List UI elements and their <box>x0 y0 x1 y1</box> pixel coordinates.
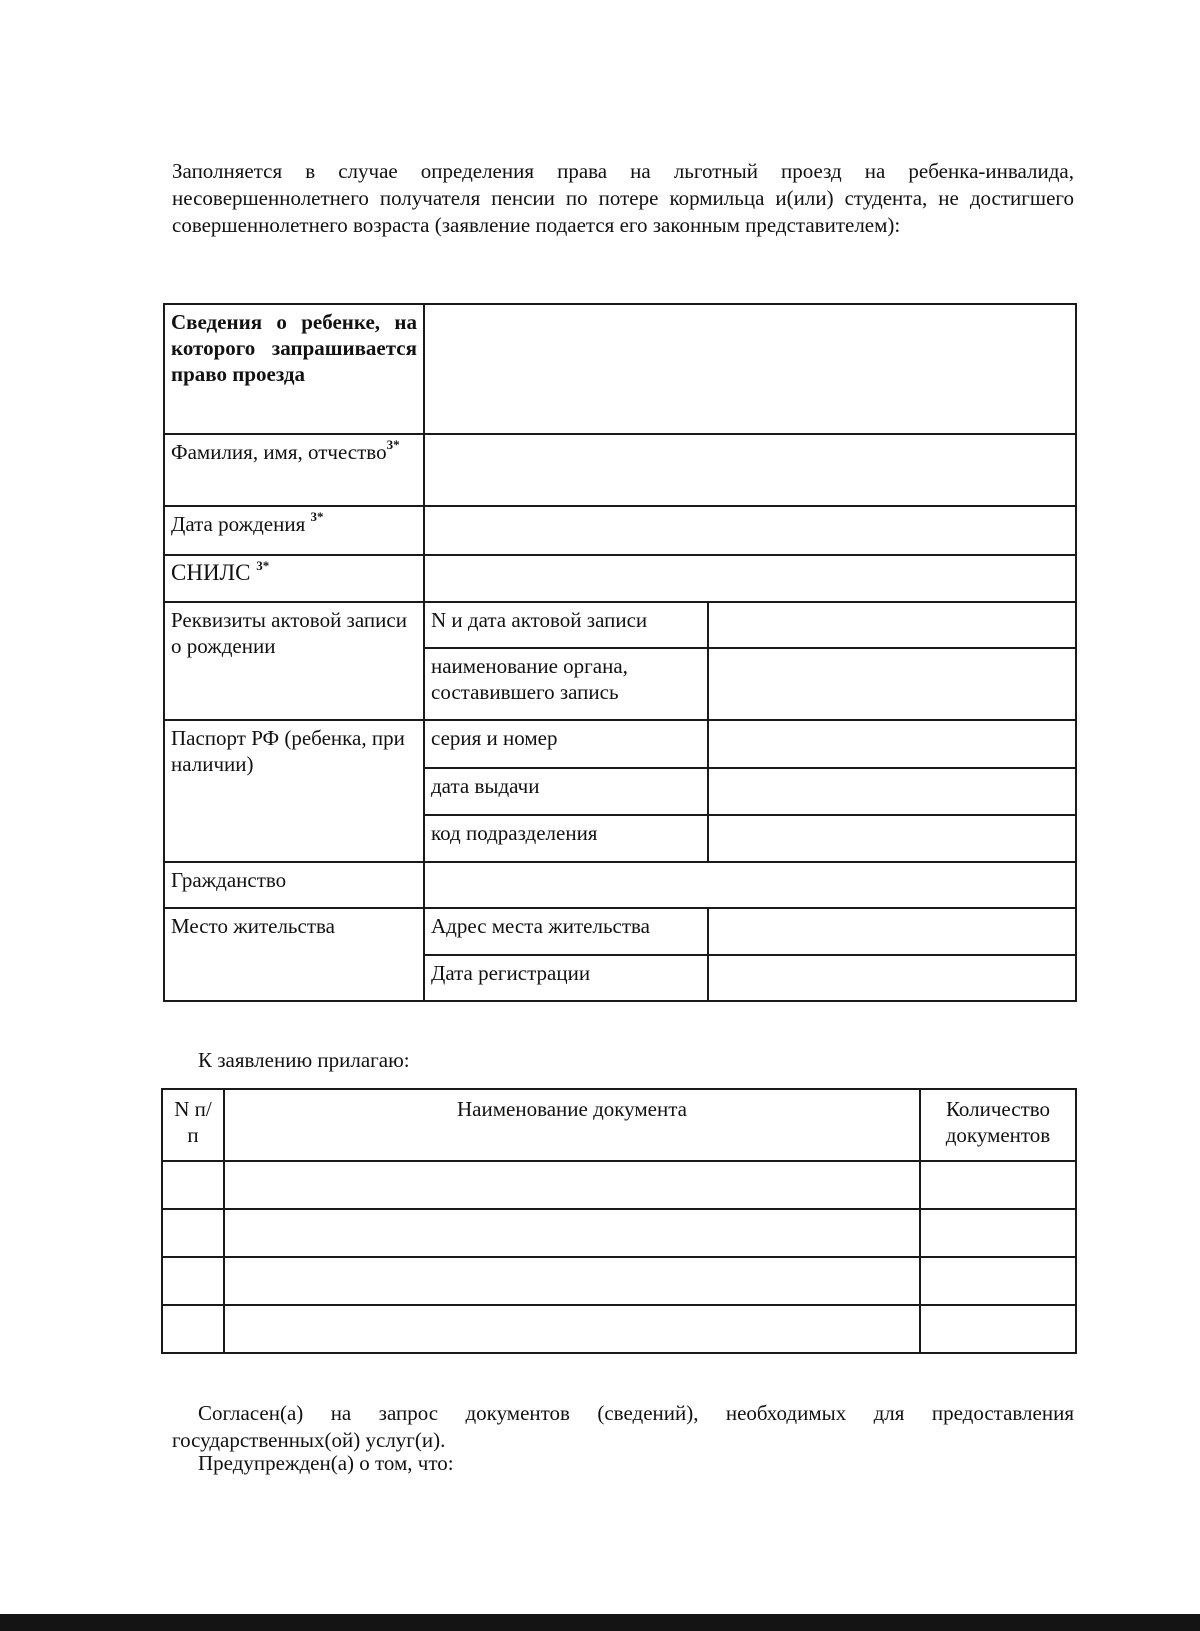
child-info-table <box>163 303 1077 1002</box>
doc-number-cell[interactable] <box>162 1305 224 1353</box>
doc-count-cell[interactable] <box>920 1305 1076 1353</box>
passport-division-value[interactable] <box>708 815 1076 862</box>
attach-label: К заявлению прилагаю: <box>198 1048 410 1072</box>
table-row <box>162 1209 1076 1257</box>
intro-text: Заполняется в случае определения права на льготный проезд на ребенка-инвалида, несовершеннолетнего получателя пенсии по потере кормильца и(или) студента, не достигшего совершеннолетнего возраста (заявление подается его законным представителем): <box>172 159 1074 237</box>
birth-record-label: Реквизиты актовой записи о рождении <box>164 602 424 720</box>
table-row <box>162 1161 1076 1209</box>
citizenship-label: Гражданство <box>164 862 424 908</box>
doc-name-cell[interactable] <box>224 1305 920 1353</box>
table-row <box>162 1305 1076 1353</box>
record-number-date-value[interactable] <box>708 602 1076 648</box>
registration-date-value[interactable] <box>708 955 1076 1001</box>
doc-count-cell[interactable] <box>920 1161 1076 1209</box>
col-name-header: Наименование документа <box>224 1089 920 1161</box>
record-authority-value[interactable] <box>708 648 1076 720</box>
doc-number-cell[interactable] <box>162 1209 224 1257</box>
snils-label: СНИЛС <box>171 560 251 585</box>
registration-date-label: Дата регистрации <box>424 955 708 1001</box>
doc-number-cell[interactable] <box>162 1161 224 1209</box>
birth-value[interactable] <box>424 506 1076 555</box>
fio-label: Фамилия, имя, отчество <box>171 440 387 464</box>
col-number-header: N п/п <box>162 1089 224 1161</box>
doc-count-cell[interactable] <box>920 1257 1076 1305</box>
footnote-mark: 3* <box>310 509 324 524</box>
footnote-mark: 3* <box>256 558 270 573</box>
passport-series-label: серия и номер <box>424 720 708 768</box>
doc-name-cell[interactable] <box>224 1209 920 1257</box>
fio-value[interactable] <box>424 434 1076 506</box>
doc-name-cell[interactable] <box>224 1161 920 1209</box>
doc-name-cell[interactable] <box>224 1257 920 1305</box>
consent-sentence: Согласен(а) на запрос документов (сведений), необходимых для предоставления государственных(ой) услуг(и). <box>172 1401 1074 1452</box>
attached-docs-table <box>161 1088 1077 1354</box>
table-row <box>162 1257 1076 1305</box>
passport-issue-date-label: дата выдачи <box>424 768 708 815</box>
doc-number-cell[interactable] <box>162 1257 224 1305</box>
residence-label: Место жительства <box>164 908 424 1001</box>
fio-label-cell <box>164 434 424 506</box>
residence-address-label: Адрес места жительства <box>424 908 708 955</box>
residence-address-value[interactable] <box>708 908 1076 955</box>
passport-series-value[interactable] <box>708 720 1076 768</box>
record-authority-label: наименование органа, составившего запись <box>424 648 708 720</box>
warning-text: Предупрежден(а) о том, что: <box>198 1451 454 1475</box>
col-count-header: Количество документов <box>920 1089 1076 1161</box>
doc-count-cell[interactable] <box>920 1209 1076 1257</box>
birth-label: Дата рождения <box>171 512 306 536</box>
passport-issue-date-value[interactable] <box>708 768 1076 815</box>
scan-edge-bar <box>0 1614 1200 1631</box>
child-info-value[interactable] <box>424 304 1076 434</box>
citizenship-value[interactable] <box>424 862 1076 908</box>
snils-label-cell <box>164 555 424 602</box>
passport-label: Паспорт РФ (ребенка, при наличии) <box>164 720 424 862</box>
footnote-mark: 3* <box>386 437 400 452</box>
snils-value[interactable] <box>424 555 1076 602</box>
child-info-header: Сведения о ребенке, на которого запрашивается право проезда <box>164 304 424 434</box>
record-number-date-label: N и дата актовой записи <box>424 602 708 648</box>
consent-text <box>172 1400 1074 1454</box>
passport-division-label: код подразделения <box>424 815 708 862</box>
birth-label-cell <box>164 506 424 555</box>
